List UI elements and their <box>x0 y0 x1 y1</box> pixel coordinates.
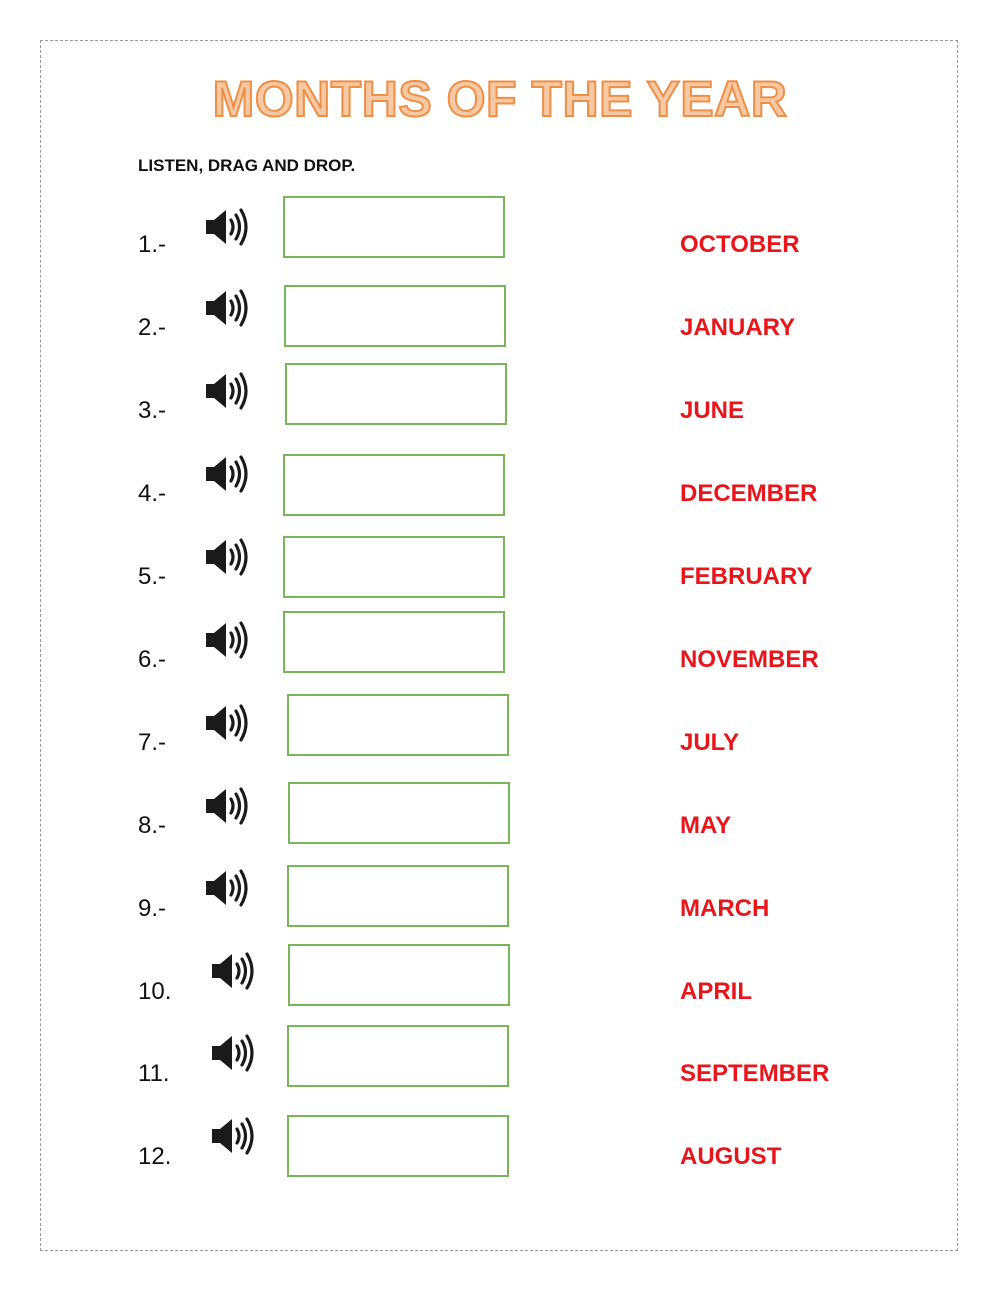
speaker-icon[interactable] <box>202 866 252 910</box>
draggable-word[interactable]: NOVEMBER <box>680 646 819 673</box>
drop-box[interactable] <box>283 611 505 673</box>
item-number: 8.- <box>138 812 167 839</box>
item-number: 12. <box>138 1143 172 1170</box>
drop-box[interactable] <box>288 944 510 1006</box>
draggable-word[interactable]: DECEMBER <box>680 480 818 507</box>
drop-box[interactable] <box>283 196 505 258</box>
drop-box[interactable] <box>287 1025 509 1087</box>
drop-box[interactable] <box>283 454 505 516</box>
draggable-word[interactable]: APRIL <box>680 978 752 1005</box>
speaker-icon[interactable] <box>202 784 252 828</box>
speaker-icon[interactable] <box>208 1031 258 1075</box>
item-number: 10. <box>138 978 172 1005</box>
item-number: 5.- <box>138 563 167 590</box>
drop-box[interactable] <box>284 285 506 347</box>
draggable-word[interactable]: SEPTEMBER <box>680 1060 830 1087</box>
speaker-icon[interactable] <box>202 701 252 745</box>
item-number: 2.- <box>138 314 167 341</box>
speaker-icon[interactable] <box>202 369 252 413</box>
draggable-word[interactable]: JANUARY <box>680 314 796 341</box>
item-number: 11. <box>138 1060 170 1087</box>
drop-box[interactable] <box>287 694 509 756</box>
drop-box[interactable] <box>288 782 510 844</box>
draggable-word[interactable]: JUNE <box>680 397 745 424</box>
draggable-word[interactable]: AUGUST <box>680 1143 782 1170</box>
draggable-word[interactable]: OCTOBER <box>680 231 800 258</box>
instruction-text: LISTEN, DRAG AND DROP. <box>138 156 356 175</box>
speaker-icon[interactable] <box>202 535 252 579</box>
item-number: 6.- <box>138 646 167 673</box>
item-number: 9.- <box>138 895 167 922</box>
speaker-icon[interactable] <box>202 205 252 249</box>
speaker-icon[interactable] <box>208 949 258 993</box>
item-number: 7.- <box>138 729 167 756</box>
drop-box[interactable] <box>285 363 507 425</box>
speaker-icon[interactable] <box>202 618 252 662</box>
item-number: 4.- <box>138 480 167 507</box>
speaker-icon[interactable] <box>208 1114 258 1158</box>
draggable-word[interactable]: JULY <box>680 729 740 756</box>
item-number: 1.- <box>138 231 167 258</box>
drop-box[interactable] <box>287 1115 509 1177</box>
speaker-icon[interactable] <box>202 452 252 496</box>
draggable-word[interactable]: MAY <box>680 812 732 839</box>
draggable-word[interactable]: MARCH <box>680 895 770 922</box>
drop-box[interactable] <box>287 865 509 927</box>
drop-box[interactable] <box>283 536 505 598</box>
draggable-word[interactable]: FEBRUARY <box>680 563 813 590</box>
page-title: MONTHS OF THE YEAR <box>212 71 788 127</box>
item-number: 3.- <box>138 397 167 424</box>
speaker-icon[interactable] <box>202 286 252 330</box>
